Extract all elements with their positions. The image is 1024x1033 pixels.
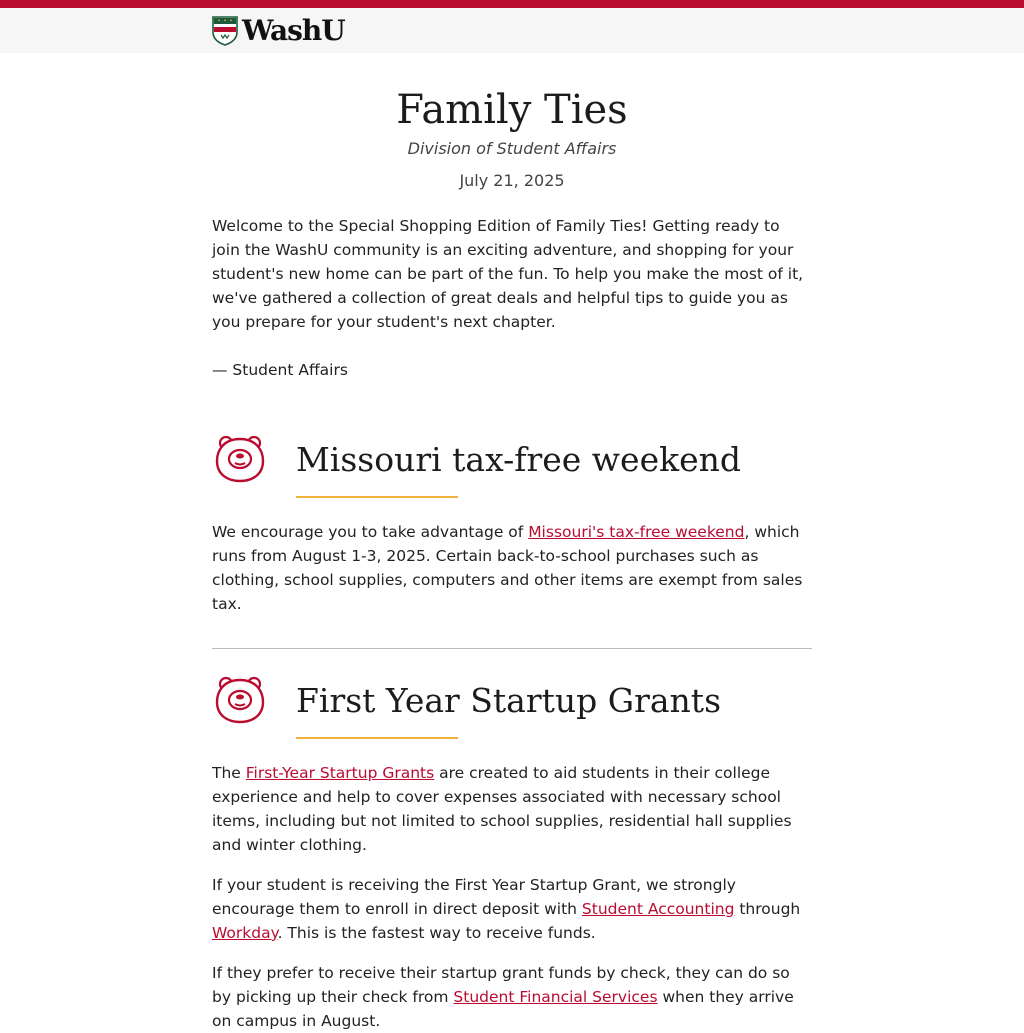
newsletter-body bbox=[212, 53, 812, 1033]
student-accounting-link[interactable]: Student Accounting bbox=[581, 900, 735, 918]
startup-grants-link[interactable]: First-Year Startup Grants bbox=[245, 764, 435, 782]
text: are created to aid students in their college experience and help to cover expenses associated with necessary school items, including but not limited to school supplies, residential hall supplies and winter clothing. bbox=[212, 764, 792, 854]
site-header bbox=[0, 8, 1024, 53]
section-divider bbox=[212, 648, 812, 649]
section-header-tax-free bbox=[212, 434, 812, 498]
text: , which runs from August 1-3, 2025. Certain back-to-school purchases such as clothing, school supplies, computers and other items are exempt from sales tax. bbox=[212, 523, 803, 613]
newsletter-title: Family Ties bbox=[396, 87, 628, 133]
washu-logo[interactable] bbox=[212, 16, 345, 46]
text: If your student is receiving the First Year Startup Grant, we strongly encourage them to enroll in direct deposit with bbox=[212, 876, 736, 918]
title-underline bbox=[296, 737, 458, 739]
student-financial-services-link[interactable]: Student Financial Services bbox=[453, 988, 658, 1006]
bear-icon bbox=[212, 434, 268, 484]
bear-icon bbox=[212, 675, 268, 725]
text: through bbox=[734, 900, 801, 918]
section-title: First Year Startup Grants bbox=[296, 681, 722, 720]
text: We encourage you to take advantage of bbox=[212, 523, 529, 541]
text: . This is the fastest way to receive funds. bbox=[277, 924, 596, 942]
shield-icon bbox=[212, 16, 238, 46]
signoff: — Student Affairs bbox=[212, 361, 348, 379]
section-paragraph bbox=[212, 873, 812, 945]
section-header-startup-grants bbox=[212, 675, 812, 739]
top-accent-bar bbox=[0, 0, 1024, 8]
newsletter-date: July 21, 2025 bbox=[459, 171, 565, 190]
missouri-tax-free-link[interactable]: Missouri's tax-free weekend bbox=[528, 523, 745, 541]
title-underline bbox=[296, 496, 458, 498]
section-paragraph bbox=[212, 761, 812, 857]
section-paragraph bbox=[212, 520, 812, 616]
newsletter-subtitle: Division of Student Affairs bbox=[407, 139, 617, 158]
workday-link[interactable]: Workday bbox=[212, 924, 278, 942]
text: The bbox=[212, 764, 246, 782]
text: when they arrive on campus in August. bbox=[212, 988, 794, 1030]
text: If they prefer to receive their startup grant funds by check, they can do so by picking up their check from bbox=[212, 964, 790, 1006]
logo-wordmark: WashU bbox=[242, 14, 345, 47]
section-title: Missouri tax-free weekend bbox=[296, 440, 742, 479]
section-paragraph bbox=[212, 961, 812, 1033]
intro-paragraph: Welcome to the Special Shopping Edition of Family Ties! Getting ready to join the WashU community is an exciting adventure, and shopping for your student's new home can be part of the fun. To help you make the most of it, we've gathered a collection of great deals and helpful tips to guide you as you prepare for your student's next chapter. bbox=[212, 217, 804, 331]
